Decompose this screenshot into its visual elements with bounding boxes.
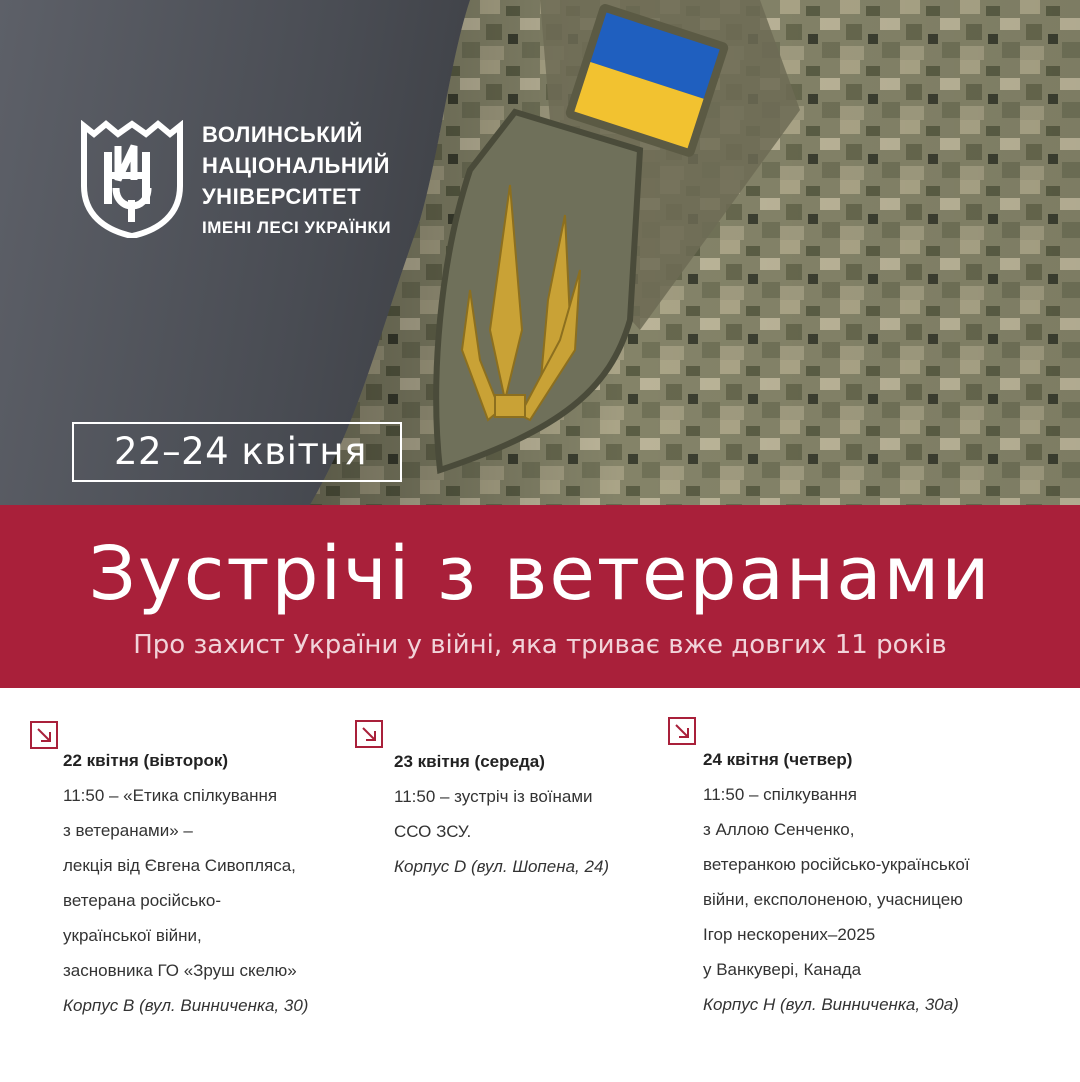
- event-line: з ветеранами» –: [63, 821, 193, 840]
- university-logo: [80, 120, 420, 240]
- university-name-line4: ІМЕНІ ЛЕСІ УКРАЇНКИ: [202, 218, 392, 237]
- event-line: війни, експолоненою, учасницею: [703, 890, 963, 909]
- event-line: у Ванкувері, Канада: [703, 960, 862, 979]
- event-date: 24 квітня (четвер): [703, 750, 853, 769]
- event-date: 22 квітня (вівторок): [63, 751, 229, 770]
- arrow-down-right-icon: [668, 717, 696, 745]
- event-line: Ігор нескорених–2025: [703, 925, 876, 944]
- title-banner: [0, 505, 1080, 688]
- event-date: 23 квітня (середа): [394, 752, 545, 771]
- event-line: ветеранкою російсько-української: [703, 855, 970, 874]
- arrow-down-right-icon: [355, 720, 383, 748]
- arrow-down-right-icon: [30, 721, 58, 749]
- event-line: засновника ГО «Зруш скелю»: [63, 961, 297, 980]
- event-day-3: [703, 742, 1053, 1022]
- event-line: лекція від Євгена Сивопляса,: [63, 856, 296, 875]
- university-crest-icon: [80, 120, 184, 238]
- event-location: Корпус Н (вул. Винниченка, 30а): [703, 995, 959, 1014]
- hero-photo: [0, 0, 1080, 505]
- event-line: 11:50 – «Етика спілкування: [63, 786, 278, 805]
- university-name-line2: НАЦІОНАЛЬНИЙ: [202, 153, 390, 178]
- page-title: Зустрічі з ветеранами: [88, 531, 992, 617]
- event-location: Корпус D (вул. Шопена, 24): [394, 857, 610, 876]
- event-line: ветерана російсько-: [63, 891, 222, 910]
- university-name-line1: ВОЛИНСЬКИЙ: [202, 122, 363, 147]
- event-line: 11:50 – спілкування: [703, 785, 857, 804]
- event-day-2: [394, 744, 664, 884]
- event-line: ССО ЗСУ.: [394, 822, 472, 841]
- event-location: Корпус В (вул. Винниченка, 30): [63, 996, 309, 1015]
- event-line: 11:50 – зустріч із воїнами: [394, 787, 593, 806]
- date-range-box: 22–24 квітня: [72, 422, 402, 482]
- event-day-1: [63, 743, 363, 1023]
- university-name-line3: УНІВЕРСИТЕТ: [202, 184, 362, 209]
- page-subtitle: Про захист України у війні, яка триває вже довгих 11 років: [133, 630, 947, 660]
- event-line: з Аллою Сенченко,: [703, 820, 855, 839]
- event-line: української війни,: [63, 926, 202, 945]
